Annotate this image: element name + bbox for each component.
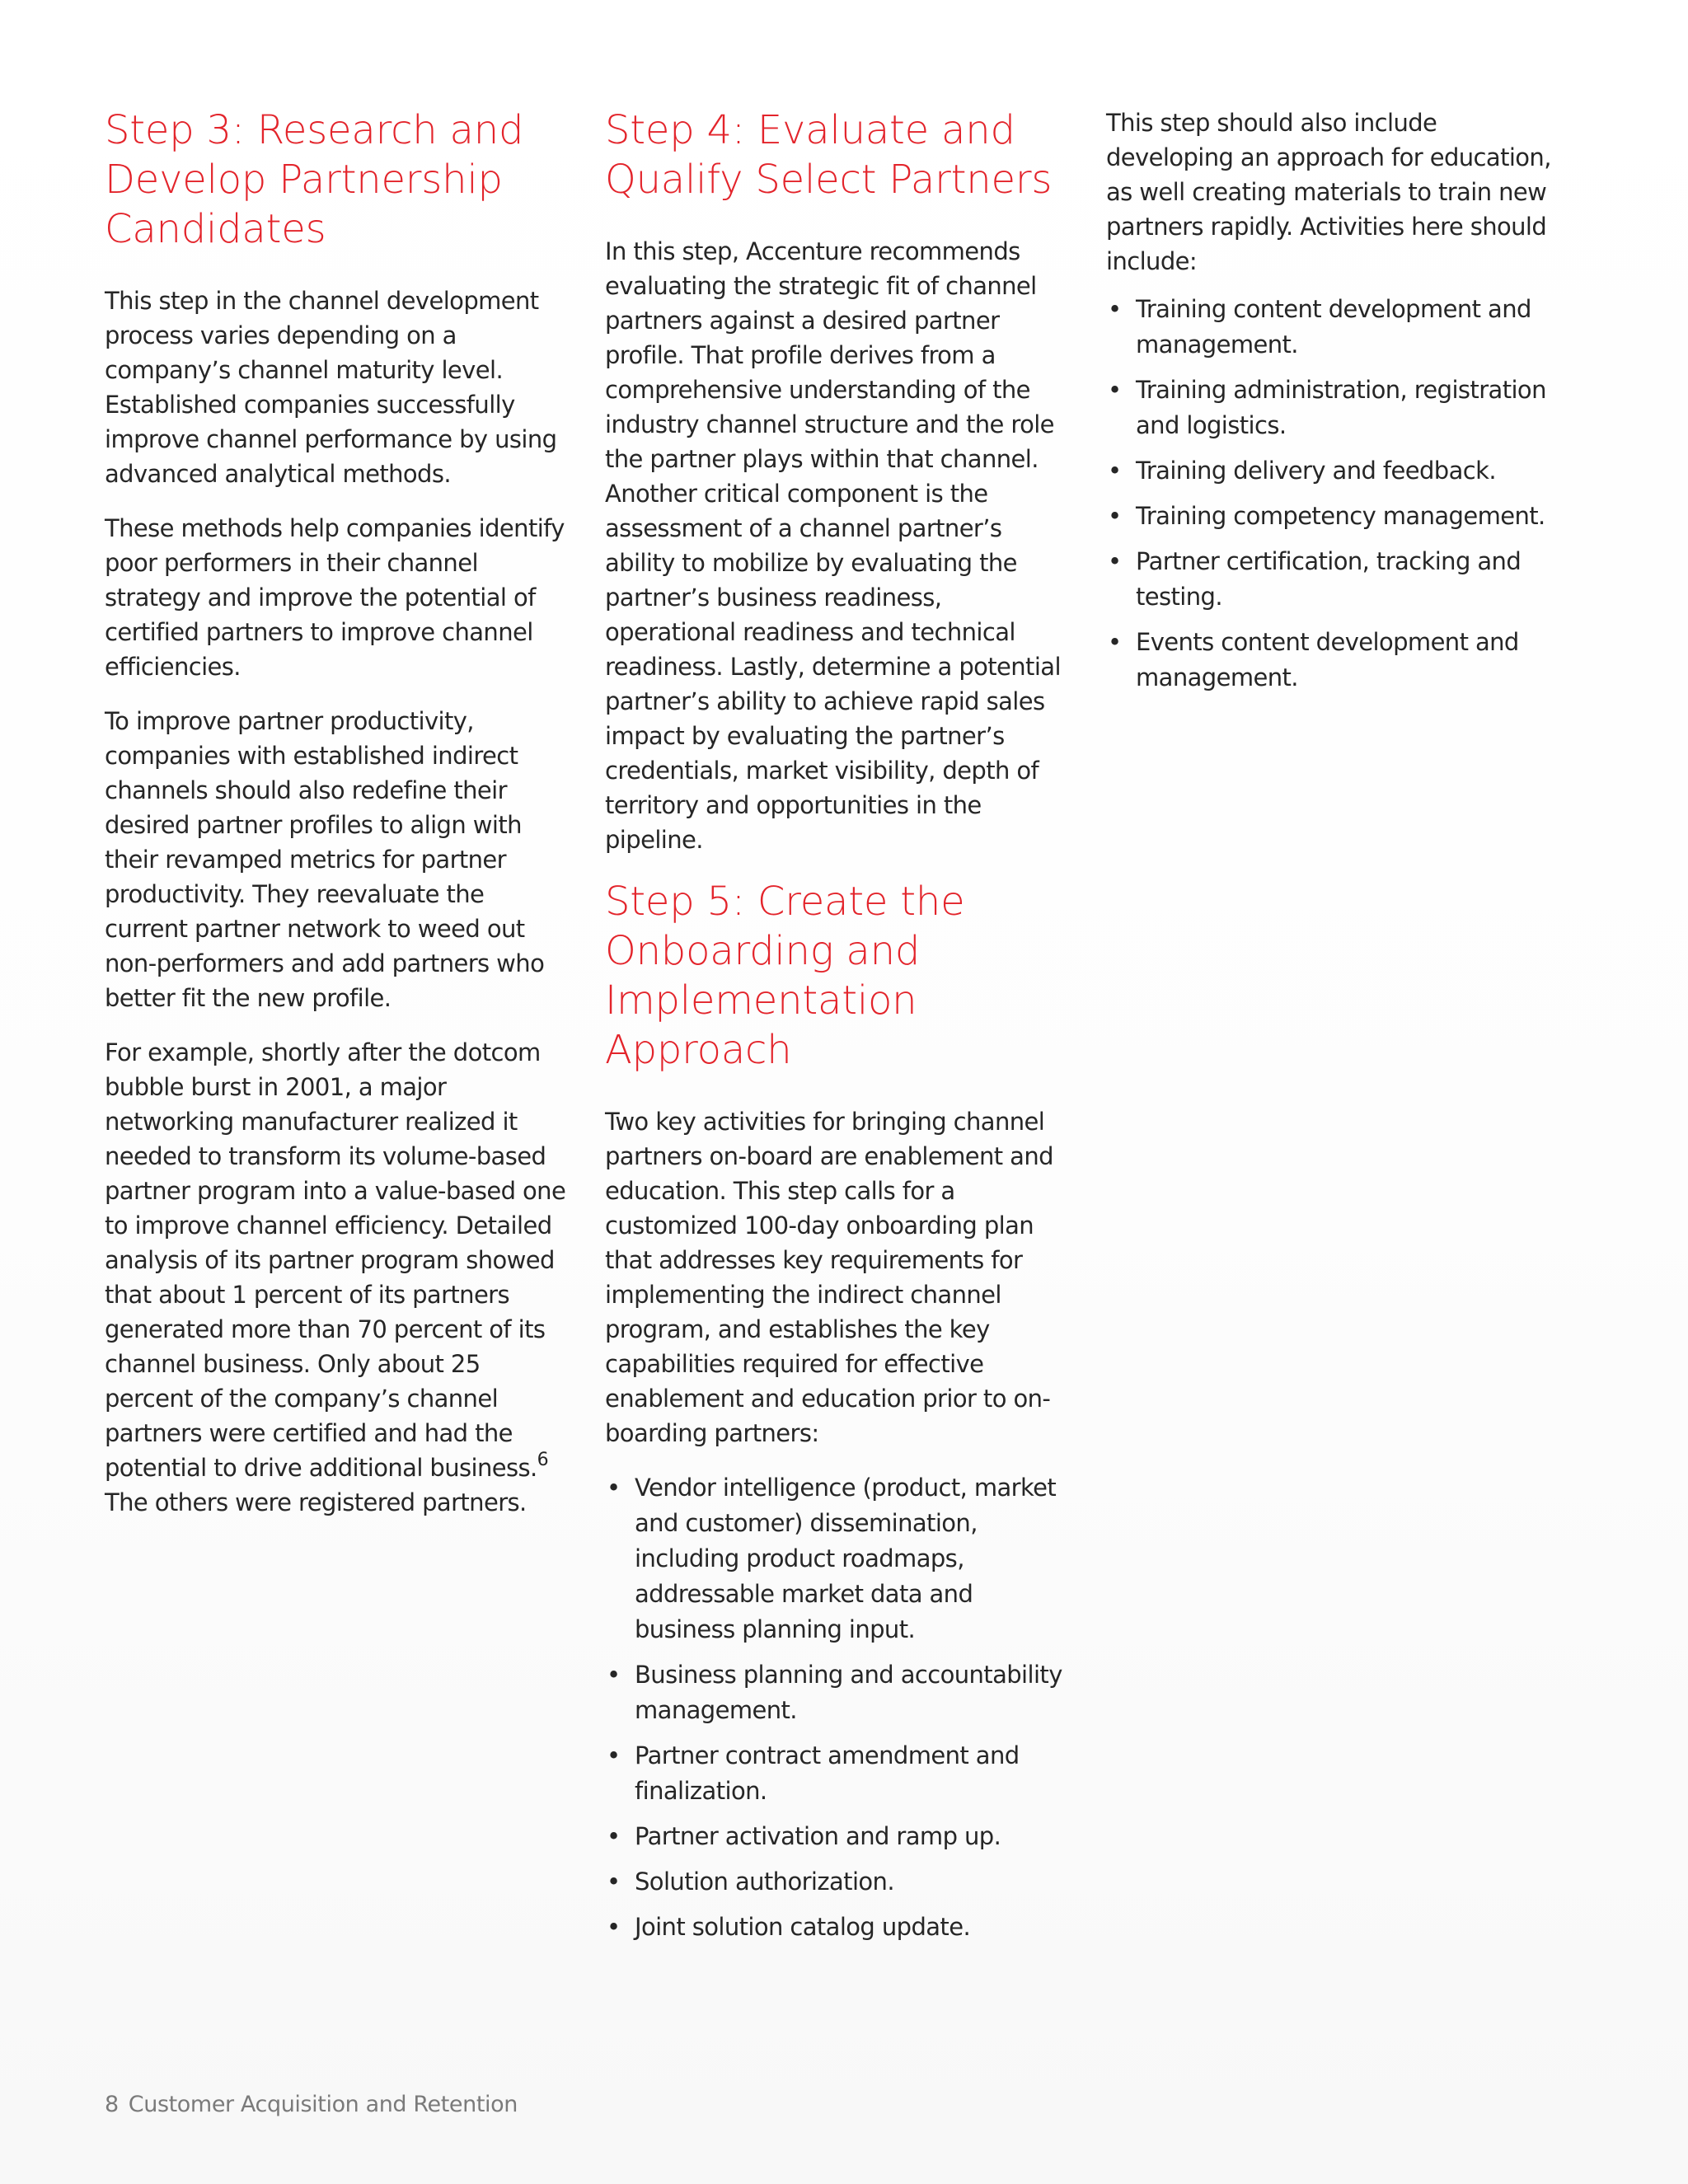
step-3-heading: Step 3: Research and Develop Partnership Candidates xyxy=(105,107,524,252)
step-3-example-paragraph xyxy=(105,1035,566,1520)
step-5-continued-paragraph: This step should also include developing an approach for education, as well creating materials to train new partners rapidly. Activities here should include: xyxy=(1106,109,1551,275)
step-5-paragraph: Two key activities for bringing channel partners on-board are enablement and education. This step calls for a customized 100-day onboarding plan that addresses key requirements for implementing the indirect channel program, and establishes the key capabilities required for effective enablement and education prior to on-boarding partners: xyxy=(605,1108,1053,1447)
example-tail-text: The others were registered partners. xyxy=(105,1488,527,1516)
column-step-5-continued xyxy=(1106,105,1568,705)
footnote-reference: 6 xyxy=(537,1450,549,1471)
bullet-icon: • xyxy=(607,1822,621,1850)
step-5-heading: Step 5: Create the Onboarding and Implementation Approach xyxy=(605,879,965,1073)
list-item: • Business planning and accountability management. xyxy=(605,1657,1067,1728)
bullet-icon: • xyxy=(1108,457,1122,485)
list-item: • Events content development and management. xyxy=(1106,625,1568,696)
list-item: • Partner contract amendment and finalization. xyxy=(605,1738,1067,1809)
publication-title: Customer Acquisition and Retention xyxy=(128,2092,518,2117)
bullet-icon: • xyxy=(607,1474,621,1502)
list-item: • Training content development and management. xyxy=(1106,292,1568,363)
step-4-heading: Step 4: Evaluate and Qualify Select Partners xyxy=(605,107,1053,203)
page-footer xyxy=(105,2092,518,2117)
bullet-icon: • xyxy=(1108,376,1122,404)
bullet-icon: • xyxy=(1108,502,1122,530)
list-item: • Partner activation and ramp up. xyxy=(605,1819,1067,1854)
bullet-icon: • xyxy=(1108,547,1122,575)
step-3-paragraph-2: These methods help companies identify poor performers in their channel strategy and improve the potential of certified partners to improve channel efficiencies. xyxy=(105,514,565,681)
list-item: • Training competency management. xyxy=(1106,499,1568,534)
step-3-paragraph-3: To improve partner productivity, companies with established indirect channels should also redefine their desired partner profiles to align with their revamped metrics for partner productivity. They reevaluate the current partner network to weed out non-performers and add partners who better fit the new profile. xyxy=(105,707,545,1012)
bullet-icon: • xyxy=(1108,628,1122,656)
bullet-icon: • xyxy=(607,1868,621,1896)
bullet-icon: • xyxy=(607,1913,621,1941)
list-item: • Partner certification, tracking and testing. xyxy=(1106,544,1568,615)
list-item: • Training delivery and feedback. xyxy=(1106,453,1568,489)
list-item: • Solution authorization. xyxy=(605,1864,1067,1900)
column-steps-4-5 xyxy=(605,105,1067,1955)
column-step-3 xyxy=(105,105,566,1540)
list-item: • Vendor intelligence (product, market and customer) dissemination, including product roadmaps, addressable market data and business planning input. xyxy=(605,1470,1067,1647)
list-item: • Joint solution catalog update. xyxy=(605,1910,1067,1945)
education-bullet-list xyxy=(1106,292,1568,696)
page-number: 8 xyxy=(105,2092,119,2117)
bullet-icon: • xyxy=(607,1741,621,1769)
example-text: For example, shortly after the dotcom bubble burst in 2001, a major networking manufacturer realized it needed to transform its volume-based partner program into a value-based one to improve channel efficiency. Detailed analysis of its partner program showed that about 1 percent of its partners generated more than 70 percent of its channel business. Only about 25 percent of the company’s channel partners were certified and had the potential to drive additional business. xyxy=(105,1038,566,1482)
bullet-icon: • xyxy=(1108,295,1122,323)
bullet-icon: • xyxy=(607,1661,621,1689)
step-3-paragraph-1: This step in the channel development process varies depending on a company’s channel maturity level. Established companies successfully improve channel performance by using advanced analytical methods. xyxy=(105,287,557,488)
list-item: • Training administration, registration and logistics. xyxy=(1106,373,1568,443)
step-4-paragraph: In this step, Accenture recommends evaluating the strategic fit of channel partners against a desired partner profile. That profile derives from a comprehensive understanding of the industry channel structure and the role the partner plays within that channel. Another critical component is the assessment of a channel partner’s ability to mobilize by evaluating the partner’s business readiness, operational readiness and technical readiness. Lastly, determine a potential partner’s ability to achieve rapid sales impact by evaluating the partner’s credentials, market visibility, depth of territory and opportunities in the pipeline. xyxy=(605,237,1061,854)
enablement-bullet-list xyxy=(605,1470,1067,1945)
